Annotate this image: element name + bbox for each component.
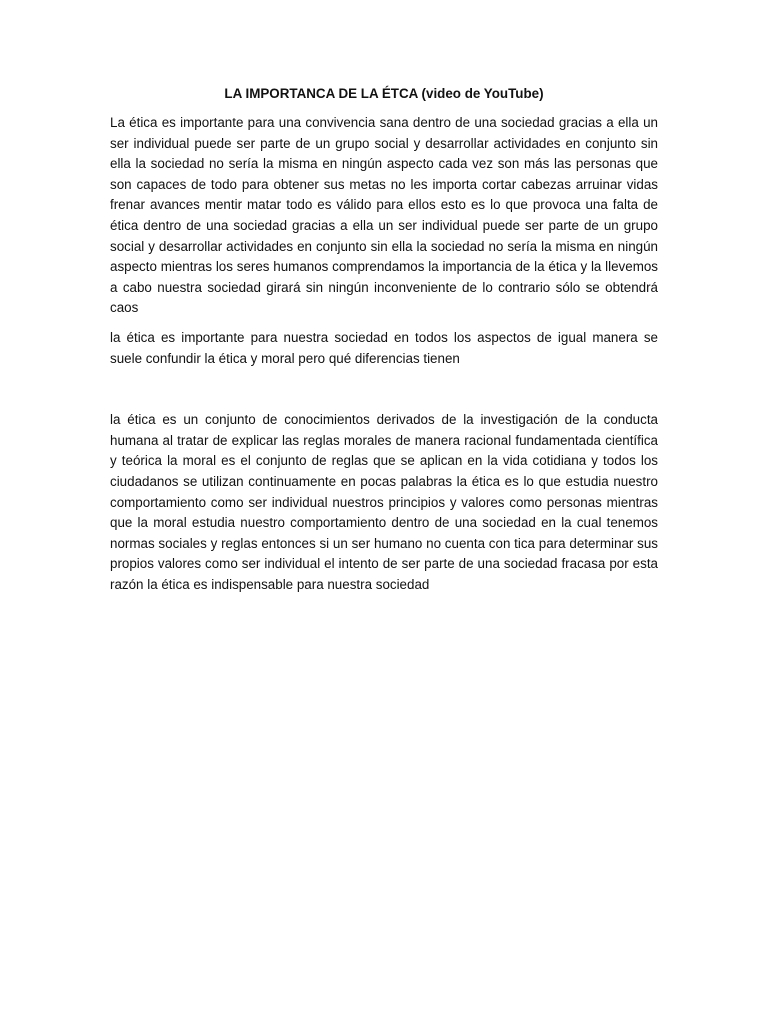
document-title: LA IMPORTANCA DE LA ÉTCA (video de YouTube) bbox=[224, 86, 544, 101]
paragraph-spacer bbox=[110, 378, 658, 410]
document-page bbox=[110, 84, 658, 604]
paragraph-3: la ética es un conjunto de conocimientos derivados de la investigación de la conducta humana al tratar de explicar las reglas morales de manera racional fundamentada científica y teórica la moral es el conjunto de reglas que se aplican en la vida cotidiana y todos los ciudadanos se utilizan continuamente en pocas palabras la ética es lo que estudia nuestro comportamiento como ser individual nuestros principios y valores como personas mientras que la moral estudia nuestro comportamiento dentro de una sociedad en la cual tenemos normas sociales y reglas entonces si un ser humano no cuenta con tica para determinar sus propios valores como ser individual el intento de ser parte de una sociedad fracasa por esta razón la ética es indispensable para nuestra sociedad bbox=[110, 412, 658, 592]
paragraph-2: la ética es importante para nuestra sociedad en todos los aspectos de igual manera se suele confundir la ética y moral pero qué diferencias tienen bbox=[110, 329, 658, 366]
paragraph-1: La ética es importante para una convivencia sana dentro de una sociedad gracias a ella un ser individual puede ser parte de un grupo social y desarrollar actividades en conjunto sin ella la sociedad no sería la misma en ningún aspecto cada vez son más las personas que son capaces de todo para obtener sus metas no les importa cortar cabezas arruinar vidas frenar avances mentir matar todo es válido para ellos esto es lo que provoca una falta de ética dentro de una sociedad gracias a ella un ser individual puede ser parte de un grupo social y desarrollar actividades en conjunto sin ella la sociedad no sería la misma en ningún aspecto mientras los seres humanos comprendamos la importancia de la ética y la llevemos a cabo nuestra sociedad girará sin ningún inconveniente de lo contrario sólo se obtendrá caos bbox=[110, 115, 658, 316]
